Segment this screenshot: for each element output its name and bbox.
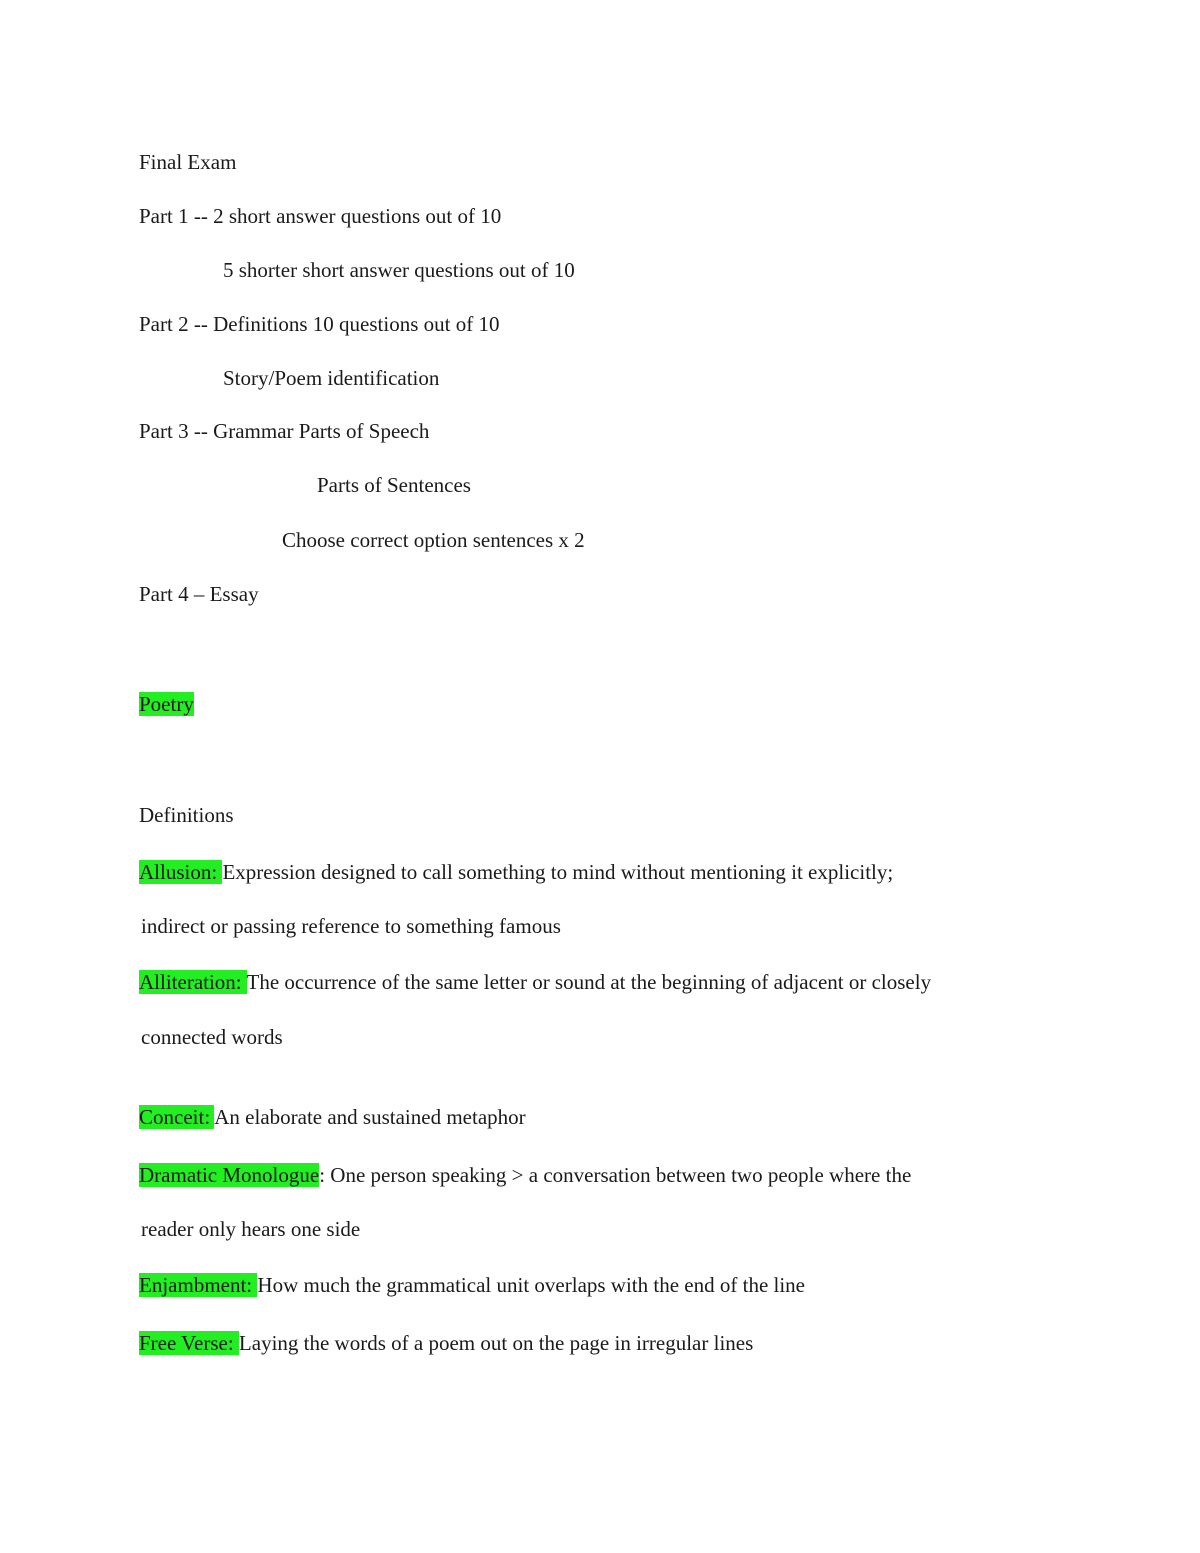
definition-continuation: indirect or passing reference to something famous — [141, 914, 561, 938]
term-enjambment: Enjambment: — [139, 1273, 258, 1297]
definition-continuation: reader only hears one side — [141, 1217, 361, 1241]
term-dramatic-monologue: Dramatic Monologue — [139, 1163, 320, 1187]
outline-part-3: Part 3 -- Grammar Parts of Speech — [139, 419, 430, 443]
definition-allusion — [139, 859, 893, 885]
section-heading — [139, 691, 194, 717]
highlighted-heading: Poetry — [139, 692, 194, 716]
term-conceit: Conceit: — [139, 1105, 215, 1129]
definition-text: Expression designed to call something to mind without mentioning it explicitly; — [222, 860, 894, 884]
definition-dramatic-monologue — [139, 1162, 911, 1188]
outline-part-2-sub: Story/Poem identification — [223, 366, 440, 390]
definition-text: The occurrence of the same letter or sound at the beginning of adjacent or closely — [246, 970, 932, 994]
definition-free-verse — [139, 1330, 753, 1356]
term-alliteration: Alliteration: — [139, 970, 247, 994]
definition-enjambment — [139, 1272, 805, 1298]
definition-text: An elaborate and sustained metaphor — [214, 1105, 526, 1129]
definition-conceit — [139, 1104, 526, 1130]
term-free-verse: Free Verse: — [139, 1331, 239, 1355]
outline-part-1: Part 1 -- 2 short answer questions out of 10 — [139, 204, 502, 228]
definition-text: : One person speaking > a conversation between two people where the — [319, 1163, 912, 1187]
definitions-heading: Definitions — [139, 803, 234, 827]
definition-alliteration — [139, 969, 931, 995]
definition-text: How much the grammatical unit overlaps with the end of the line — [257, 1273, 806, 1297]
definition-text: Laying the words of a poem out on the page in irregular lines — [238, 1331, 754, 1355]
outline-part-4: Part 4 – Essay — [139, 582, 259, 606]
outline-part-1-sub: 5 shorter short answer questions out of 10 — [223, 258, 575, 282]
outline-part-3-sub-1: Parts of Sentences — [317, 473, 471, 497]
outline-part-2: Part 2 -- Definitions 10 questions out of 10 — [139, 312, 500, 336]
definition-continuation: connected words — [141, 1025, 283, 1049]
outline-part-3-sub-2: Choose correct option sentences x 2 — [282, 528, 585, 552]
document-title: Final Exam — [139, 150, 237, 174]
term-allusion: Allusion: — [139, 860, 223, 884]
